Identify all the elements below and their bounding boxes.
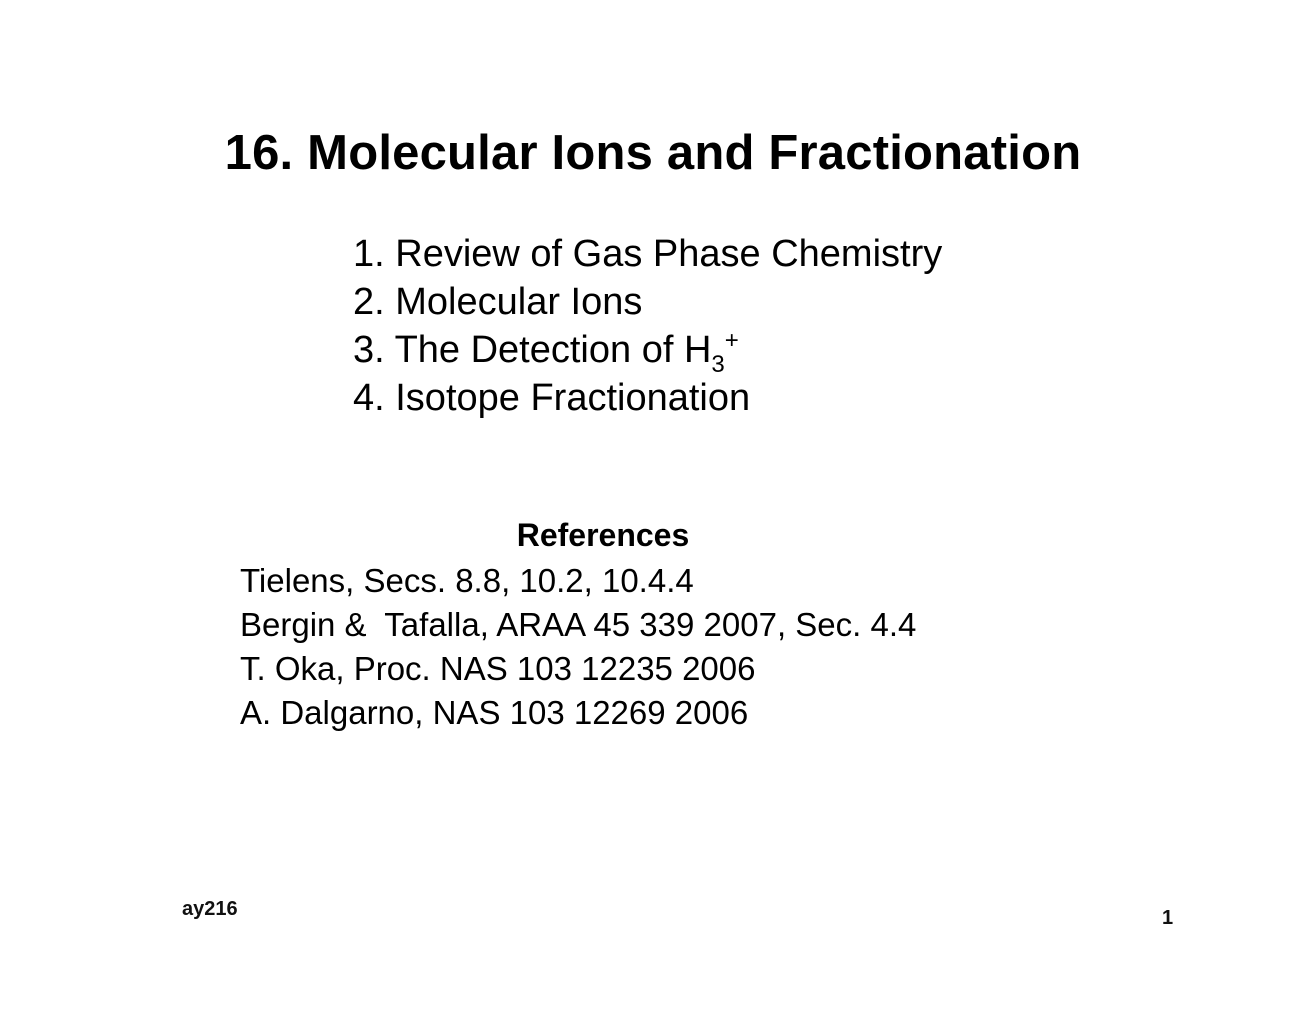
reference-item: A. Dalgarno, NAS 103 12269 2006: [240, 694, 749, 731]
slide-title: 16. Molecular Ions and Fractionation: [224, 126, 1082, 180]
superscript-plus: +: [724, 327, 739, 354]
references-list: [240, 559, 916, 735]
course-code: ay216: [182, 898, 238, 920]
outline-item-3: 3. The Detection of $H_3^+$: [353, 327, 739, 378]
reference-item: T. Oka, Proc. NAS 103 12235 2006: [240, 650, 756, 687]
reference-item: Bergin & Tafalla, ARAA 45 339 2007, Sec. 4.4: [240, 606, 917, 643]
outline-item-4: 4. Isotope Fractionation: [353, 377, 751, 419]
outline-item-1: 1. Review of Gas Phase Chemistry: [353, 233, 943, 275]
subscript-3: 3: [711, 351, 725, 378]
references-heading: References: [516, 517, 690, 553]
reference-item: Tielens, Secs. 8.8, 10.2, 10.4.4: [240, 562, 694, 599]
page-number: 1: [1162, 907, 1174, 929]
outline-list: [353, 230, 942, 422]
outline-item-2: 2. Molecular Ions: [353, 281, 643, 323]
